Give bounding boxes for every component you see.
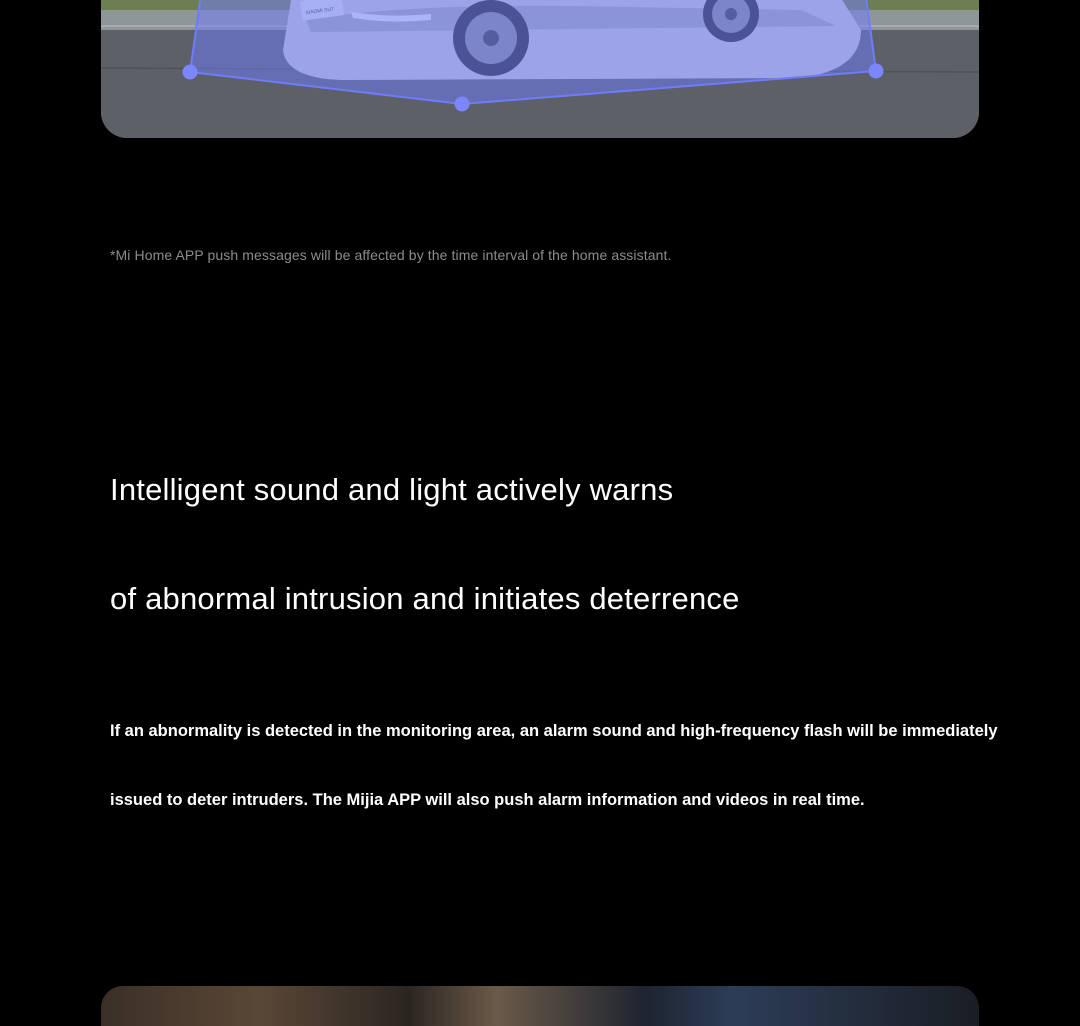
interior-photo-icon: [101, 986, 979, 1026]
car-photo-icon: [101, 0, 979, 138]
hero-image-card: [101, 0, 979, 138]
footnote-text: *Mi Home APP push messages will be affected by the time interval of the home assistant.: [110, 247, 672, 263]
section-headline-line-2: of abnormal intrusion and initiates deterrence: [110, 581, 740, 616]
description-line-2: issued to deter intruders. The Mijia APP will also push alarm information and videos in real time.: [110, 791, 865, 809]
section-headline-line-1: Intelligent sound and light actively warns: [110, 472, 674, 507]
description-line-1: If an abnormality is detected in the monitoring area, an alarm sound and high-frequency flash will be immediately: [110, 722, 998, 740]
